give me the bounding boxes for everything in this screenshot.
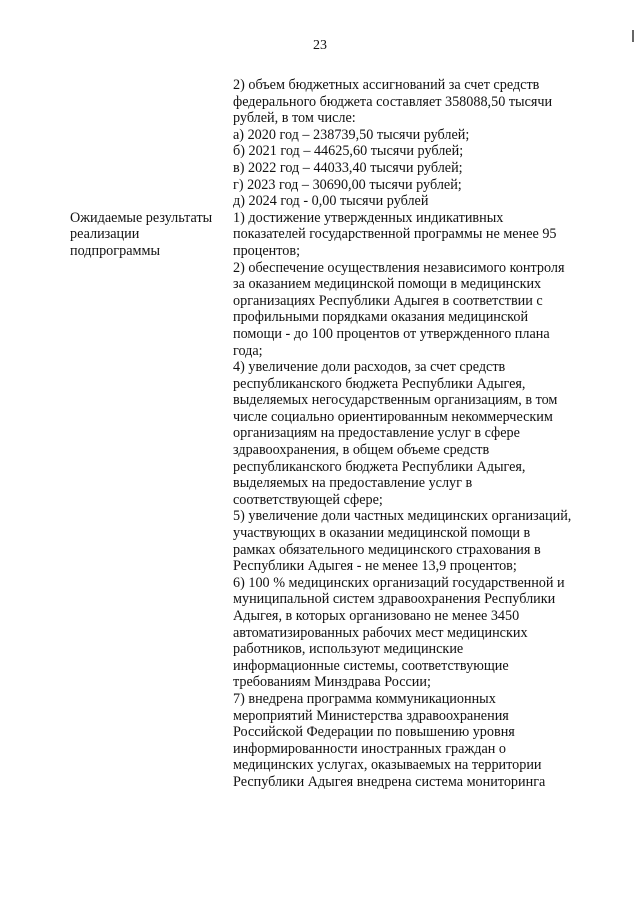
- page-number: 23: [313, 38, 327, 53]
- result-line-1: 1) достижение утвержденных индикативных: [233, 209, 504, 226]
- section-label-line-2: реализации: [70, 226, 140, 243]
- table-line-18: [0, 359, 640, 376]
- table-line-30: [0, 558, 640, 575]
- result-line-17: выделяемых на предоставление услуг в: [233, 475, 473, 492]
- result-line-26: автоматизированных рабочих мест медицинских: [233, 624, 528, 641]
- table-line-32: [0, 591, 640, 608]
- table-line-35: [0, 641, 640, 658]
- budget-year-2023: г) 2023 год – 30690,00 тысячи рублей;: [233, 176, 462, 193]
- section-label-line-3: подпрограммы: [70, 242, 160, 259]
- table-line-33: [0, 608, 640, 625]
- result-line-7: профильными порядками оказания медицинской: [233, 309, 529, 326]
- result-line-20: участвующих в оказании медицинской помощи в: [233, 525, 531, 542]
- table-line-6: [0, 160, 640, 177]
- result-line-15: здравоохранения, в общем объеме средств: [233, 442, 490, 459]
- result-line-23: 6) 100 % медицинских организаций государственной и: [233, 574, 565, 591]
- table-line-10: [0, 226, 640, 243]
- result-line-32: Российской Федерации по повышению уровня: [233, 724, 515, 741]
- budget-year-2022: в) 2022 год – 44033,40 тысячи рублей;: [233, 159, 463, 176]
- result-line-33: информированности иностранных граждан о: [233, 740, 506, 757]
- budget-year-2020: а) 2020 год – 238739,50 тысячи рублей;: [233, 126, 470, 143]
- table-line-29: [0, 542, 640, 559]
- table-line-12: [0, 260, 640, 277]
- table-line-8: [0, 193, 640, 210]
- table-line-11: [0, 243, 640, 260]
- result-line-16: республиканского бюджета Республики Адыгея,: [233, 458, 526, 475]
- result-line-28: информационные системы, соответствующие: [233, 657, 509, 674]
- table-line-34: [0, 625, 640, 642]
- result-line-10: 4) увеличение доли расходов, за счет средств: [233, 359, 506, 376]
- result-line-11: республиканского бюджета Республики Адыгея,: [233, 375, 526, 392]
- table-line-3: [0, 110, 640, 127]
- result-line-2: показателей государственной программы не менее 95: [233, 226, 557, 243]
- result-line-24: муниципальной систем здравоохранения Республики: [233, 591, 556, 608]
- result-line-21: рамках обязательного медицинского страхования в: [233, 541, 541, 558]
- result-line-31: мероприятий Министерства здравоохранения: [233, 707, 509, 724]
- table-line-39: [0, 708, 640, 725]
- result-line-34: медицинских услугах, оказываемых на территории: [233, 757, 542, 774]
- table-line-1: [0, 77, 640, 94]
- section-label-line-1: Ожидаемые результаты: [70, 209, 213, 226]
- table-line-28: [0, 525, 640, 542]
- table-line-2: [0, 94, 640, 111]
- table-line-43: [0, 774, 640, 791]
- result-line-6: организациях Республики Адыгея в соответствии с: [233, 292, 543, 309]
- result-line-13: числе социально ориентированным некоммерческим: [233, 408, 553, 425]
- result-line-5: за оказанием медицинской помощи в медицинских: [233, 276, 542, 293]
- budget-year-2024: д) 2024 год - 0,00 тысячи рублей: [233, 193, 429, 210]
- table-line-14: [0, 293, 640, 310]
- table-line-27: [0, 508, 640, 525]
- table-line-36: [0, 658, 640, 675]
- table-line-31: [0, 575, 640, 592]
- table-line-20: [0, 392, 640, 409]
- budget-line-2: федерального бюджета составляет 358088,50 тысячи: [233, 93, 553, 110]
- table-line-4: [0, 127, 640, 144]
- result-line-35: Республики Адыгея внедрена система мониторинга: [233, 773, 546, 790]
- table-line-23: [0, 442, 640, 459]
- result-line-22: Республики Адыгея - не менее 13,9 процентов;: [233, 558, 517, 575]
- budget-line-1: 2) объем бюджетных ассигнований за счет средств: [233, 77, 540, 93]
- table-line-5: [0, 143, 640, 160]
- result-line-25: Адыгея, в которых организовано не менее 3450: [233, 608, 520, 624]
- result-line-27: работников, используют медицинские: [233, 641, 464, 658]
- table-line-13: [0, 276, 640, 293]
- table-line-42: [0, 757, 640, 774]
- result-line-30: 7) внедрена программа коммуникационных: [233, 690, 496, 707]
- table-line-16: [0, 326, 640, 343]
- table-line-21: [0, 409, 640, 426]
- table-line-19: [0, 376, 640, 393]
- result-line-29: требованиям Минздрава России;: [233, 674, 431, 691]
- result-line-12: выделяемых негосударственным организациям, в том: [233, 392, 558, 409]
- budget-line-3: рублей, в том числе:: [233, 110, 356, 127]
- table-line-40: [0, 724, 640, 741]
- table-line-15: [0, 309, 640, 326]
- scan-edge-mark: [632, 30, 634, 42]
- table-line-24: [0, 459, 640, 476]
- result-line-4: 2) обеспечение осуществления независимого контроля: [233, 259, 565, 276]
- table-line-9: [0, 210, 640, 227]
- budget-year-2021: б) 2021 год – 44625,60 тысячи рублей;: [233, 143, 464, 160]
- table-line-7: [0, 177, 640, 194]
- table-line-37: [0, 674, 640, 691]
- table-line-26: [0, 492, 640, 509]
- table-line-38: [0, 691, 640, 708]
- table-line-25: [0, 475, 640, 492]
- document-table: [0, 77, 640, 791]
- result-line-19: 5) увеличение доли частных медицинских организаций,: [233, 508, 572, 525]
- table-line-41: [0, 741, 640, 758]
- result-line-8: помощи - до 100 процентов от утвержденного плана: [233, 325, 550, 342]
- result-line-18: соответствующей сфере;: [233, 491, 383, 508]
- table-line-17: [0, 343, 640, 360]
- result-line-3: процентов;: [233, 242, 301, 259]
- result-line-9: года;: [233, 342, 263, 359]
- table-line-22: [0, 425, 640, 442]
- result-line-14: организациям на предоставление услуг в сфере: [233, 425, 520, 442]
